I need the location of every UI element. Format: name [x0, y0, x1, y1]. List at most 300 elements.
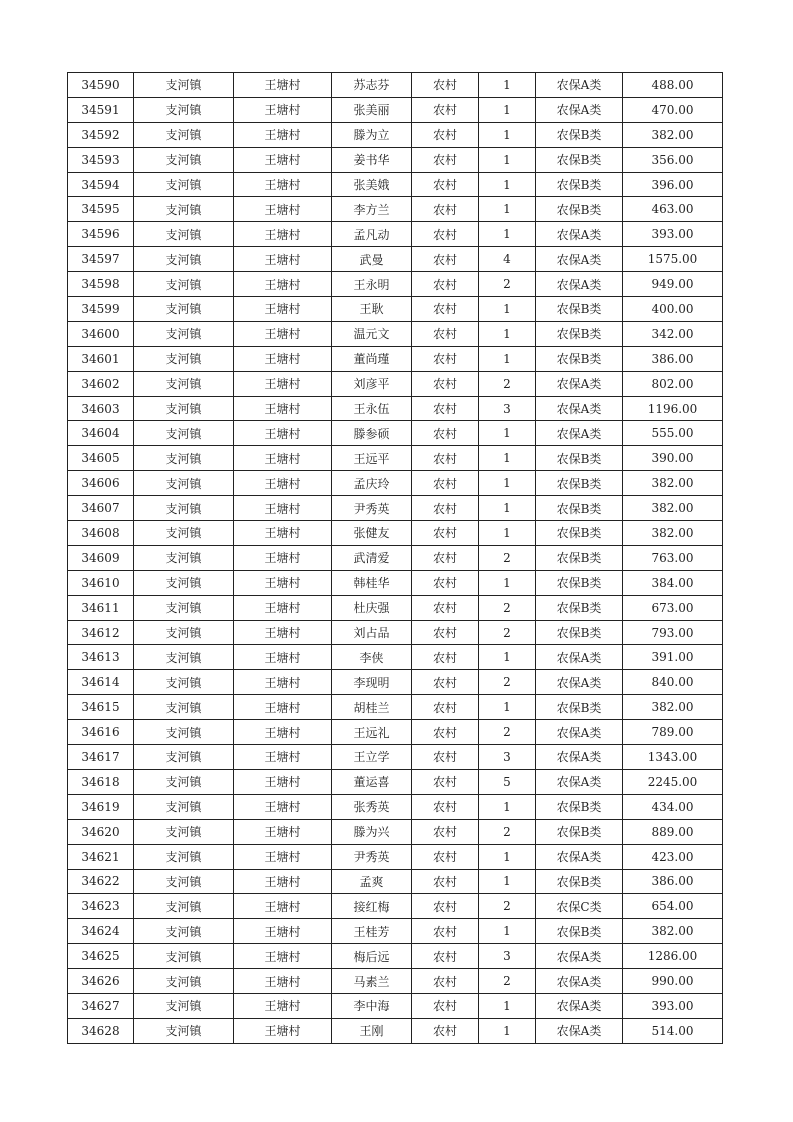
cell-household-size: 1 — [479, 570, 536, 595]
cell-village: 王塘村 — [234, 421, 332, 446]
cell-name: 马素兰 — [332, 969, 412, 994]
cell-name: 武曼 — [332, 247, 412, 272]
cell-amount: 763.00 — [623, 545, 723, 570]
cell-name: 董运喜 — [332, 769, 412, 794]
cell-serial-number: 34609 — [68, 545, 134, 570]
cell-name: 姜书华 — [332, 147, 412, 172]
cell-name: 武清爱 — [332, 545, 412, 570]
cell-area-type: 农村 — [412, 944, 479, 969]
cell-village: 王塘村 — [234, 1018, 332, 1043]
cell-household-size: 3 — [479, 944, 536, 969]
cell-amount: 889.00 — [623, 819, 723, 844]
cell-area-type: 农村 — [412, 620, 479, 645]
cell-area-type: 农村 — [412, 446, 479, 471]
table-body — [68, 73, 723, 1044]
cell-village: 王塘村 — [234, 794, 332, 819]
cell-village: 王塘村 — [234, 496, 332, 521]
table-row — [68, 819, 723, 844]
cell-household-size: 3 — [479, 396, 536, 421]
cell-serial-number: 34613 — [68, 645, 134, 670]
cell-amount: 470.00 — [623, 97, 723, 122]
cell-serial-number: 34626 — [68, 969, 134, 994]
table-row — [68, 570, 723, 595]
cell-town: 支河镇 — [134, 993, 234, 1018]
cell-village: 王塘村 — [234, 944, 332, 969]
cell-name: 李方兰 — [332, 197, 412, 222]
cell-town: 支河镇 — [134, 396, 234, 421]
cell-name: 李侠 — [332, 645, 412, 670]
cell-town: 支河镇 — [134, 944, 234, 969]
subsidy-table — [67, 72, 723, 1044]
cell-town: 支河镇 — [134, 1018, 234, 1043]
cell-name: 张美丽 — [332, 97, 412, 122]
cell-household-size: 1 — [479, 73, 536, 98]
cell-town: 支河镇 — [134, 321, 234, 346]
table-row — [68, 595, 723, 620]
cell-town: 支河镇 — [134, 446, 234, 471]
cell-amount: 382.00 — [623, 695, 723, 720]
table-row — [68, 421, 723, 446]
table-row — [68, 993, 723, 1018]
cell-area-type: 农村 — [412, 321, 479, 346]
cell-name: 孟凡动 — [332, 222, 412, 247]
table-row — [68, 695, 723, 720]
cell-amount: 514.00 — [623, 1018, 723, 1043]
cell-amount: 382.00 — [623, 496, 723, 521]
table-row — [68, 396, 723, 421]
cell-serial-number: 34608 — [68, 521, 134, 546]
cell-insurance-category: 农保B类 — [536, 446, 623, 471]
cell-insurance-category: 农保B类 — [536, 545, 623, 570]
table-row — [68, 321, 723, 346]
cell-amount: 990.00 — [623, 969, 723, 994]
cell-name: 杜庆强 — [332, 595, 412, 620]
cell-area-type: 农村 — [412, 794, 479, 819]
cell-town: 支河镇 — [134, 222, 234, 247]
cell-town: 支河镇 — [134, 745, 234, 770]
cell-area-type: 农村 — [412, 1018, 479, 1043]
cell-household-size: 1 — [479, 844, 536, 869]
cell-town: 支河镇 — [134, 297, 234, 322]
cell-village: 王塘村 — [234, 396, 332, 421]
cell-household-size: 1 — [479, 421, 536, 446]
cell-village: 王塘村 — [234, 993, 332, 1018]
cell-household-size: 1 — [479, 321, 536, 346]
cell-insurance-category: 农保B类 — [536, 197, 623, 222]
cell-household-size: 1 — [479, 919, 536, 944]
cell-village: 王塘村 — [234, 695, 332, 720]
cell-serial-number: 34622 — [68, 869, 134, 894]
cell-name: 李现明 — [332, 670, 412, 695]
cell-name: 韩桂华 — [332, 570, 412, 595]
table-row — [68, 844, 723, 869]
cell-serial-number: 34598 — [68, 272, 134, 297]
cell-amount: 793.00 — [623, 620, 723, 645]
cell-household-size: 1 — [479, 147, 536, 172]
cell-area-type: 农村 — [412, 720, 479, 745]
cell-town: 支河镇 — [134, 620, 234, 645]
cell-village: 王塘村 — [234, 297, 332, 322]
cell-insurance-category: 农保A类 — [536, 396, 623, 421]
cell-town: 支河镇 — [134, 272, 234, 297]
cell-household-size: 2 — [479, 670, 536, 695]
cell-name: 接红梅 — [332, 894, 412, 919]
cell-village: 王塘村 — [234, 620, 332, 645]
cell-name: 王永伍 — [332, 396, 412, 421]
table-row — [68, 745, 723, 770]
cell-name: 李中海 — [332, 993, 412, 1018]
table-row — [68, 969, 723, 994]
cell-insurance-category: 农保A类 — [536, 670, 623, 695]
cell-serial-number: 34603 — [68, 396, 134, 421]
table-row — [68, 645, 723, 670]
cell-name: 滕参硕 — [332, 421, 412, 446]
cell-area-type: 农村 — [412, 819, 479, 844]
cell-amount: 393.00 — [623, 222, 723, 247]
cell-serial-number: 34623 — [68, 894, 134, 919]
cell-village: 王塘村 — [234, 471, 332, 496]
cell-amount: 488.00 — [623, 73, 723, 98]
cell-village: 王塘村 — [234, 371, 332, 396]
cell-village: 王塘村 — [234, 969, 332, 994]
cell-village: 王塘村 — [234, 545, 332, 570]
cell-household-size: 1 — [479, 172, 536, 197]
cell-household-size: 3 — [479, 745, 536, 770]
table-row — [68, 147, 723, 172]
cell-amount: 1343.00 — [623, 745, 723, 770]
cell-village: 王塘村 — [234, 147, 332, 172]
cell-insurance-category: 农保A类 — [536, 97, 623, 122]
table-row — [68, 944, 723, 969]
cell-household-size: 2 — [479, 545, 536, 570]
cell-household-size: 1 — [479, 471, 536, 496]
cell-area-type: 农村 — [412, 297, 479, 322]
cell-insurance-category: 农保A类 — [536, 769, 623, 794]
cell-serial-number: 34627 — [68, 993, 134, 1018]
table-row — [68, 1018, 723, 1043]
cell-household-size: 1 — [479, 695, 536, 720]
cell-name: 王永明 — [332, 272, 412, 297]
cell-insurance-category: 农保B类 — [536, 496, 623, 521]
cell-serial-number: 34599 — [68, 297, 134, 322]
cell-village: 王塘村 — [234, 720, 332, 745]
cell-town: 支河镇 — [134, 869, 234, 894]
cell-insurance-category: 农保A类 — [536, 745, 623, 770]
cell-town: 支河镇 — [134, 794, 234, 819]
cell-area-type: 农村 — [412, 769, 479, 794]
cell-area-type: 农村 — [412, 247, 479, 272]
cell-town: 支河镇 — [134, 73, 234, 98]
cell-serial-number: 34620 — [68, 819, 134, 844]
cell-serial-number: 34612 — [68, 620, 134, 645]
cell-area-type: 农村 — [412, 695, 479, 720]
cell-household-size: 1 — [479, 496, 536, 521]
cell-town: 支河镇 — [134, 720, 234, 745]
cell-village: 王塘村 — [234, 97, 332, 122]
cell-town: 支河镇 — [134, 545, 234, 570]
cell-town: 支河镇 — [134, 695, 234, 720]
table-row — [68, 769, 723, 794]
cell-area-type: 农村 — [412, 670, 479, 695]
cell-village: 王塘村 — [234, 446, 332, 471]
cell-amount: 463.00 — [623, 197, 723, 222]
cell-village: 王塘村 — [234, 272, 332, 297]
cell-serial-number: 34594 — [68, 172, 134, 197]
table-row — [68, 371, 723, 396]
table-row — [68, 122, 723, 147]
cell-insurance-category: 农保B类 — [536, 172, 623, 197]
table-row — [68, 446, 723, 471]
cell-household-size: 2 — [479, 819, 536, 844]
cell-village: 王塘村 — [234, 172, 332, 197]
cell-town: 支河镇 — [134, 147, 234, 172]
cell-serial-number: 34600 — [68, 321, 134, 346]
cell-household-size: 1 — [479, 521, 536, 546]
cell-insurance-category: 农保B类 — [536, 122, 623, 147]
table-row — [68, 73, 723, 98]
cell-town: 支河镇 — [134, 421, 234, 446]
cell-household-size: 1 — [479, 1018, 536, 1043]
table-row — [68, 247, 723, 272]
cell-village: 王塘村 — [234, 122, 332, 147]
cell-area-type: 农村 — [412, 993, 479, 1018]
cell-insurance-category: 农保A类 — [536, 1018, 623, 1043]
cell-insurance-category: 农保B类 — [536, 869, 623, 894]
cell-name: 温元文 — [332, 321, 412, 346]
cell-household-size: 1 — [479, 645, 536, 670]
cell-amount: 382.00 — [623, 919, 723, 944]
cell-village: 王塘村 — [234, 919, 332, 944]
cell-insurance-category: 农保A类 — [536, 421, 623, 446]
cell-amount: 1196.00 — [623, 396, 723, 421]
cell-town: 支河镇 — [134, 769, 234, 794]
cell-area-type: 农村 — [412, 396, 479, 421]
cell-town: 支河镇 — [134, 122, 234, 147]
cell-amount: 555.00 — [623, 421, 723, 446]
cell-amount: 384.00 — [623, 570, 723, 595]
cell-serial-number: 34618 — [68, 769, 134, 794]
cell-area-type: 农村 — [412, 122, 479, 147]
cell-village: 王塘村 — [234, 570, 332, 595]
cell-amount: 356.00 — [623, 147, 723, 172]
cell-area-type: 农村 — [412, 97, 479, 122]
cell-name: 张秀英 — [332, 794, 412, 819]
cell-area-type: 农村 — [412, 521, 479, 546]
cell-name: 王立学 — [332, 745, 412, 770]
table-row — [68, 919, 723, 944]
cell-area-type: 农村 — [412, 969, 479, 994]
cell-household-size: 2 — [479, 894, 536, 919]
cell-insurance-category: 农保A类 — [536, 73, 623, 98]
table-row — [68, 197, 723, 222]
cell-household-size: 1 — [479, 197, 536, 222]
cell-village: 王塘村 — [234, 222, 332, 247]
cell-household-size: 4 — [479, 247, 536, 272]
cell-village: 王塘村 — [234, 321, 332, 346]
table-row — [68, 670, 723, 695]
cell-amount: 393.00 — [623, 993, 723, 1018]
cell-area-type: 农村 — [412, 172, 479, 197]
table-row — [68, 222, 723, 247]
cell-town: 支河镇 — [134, 97, 234, 122]
cell-name: 刘彦平 — [332, 371, 412, 396]
cell-insurance-category: 农保A类 — [536, 944, 623, 969]
cell-name: 刘占品 — [332, 620, 412, 645]
cell-town: 支河镇 — [134, 346, 234, 371]
cell-village: 王塘村 — [234, 247, 332, 272]
cell-serial-number: 34595 — [68, 197, 134, 222]
cell-insurance-category: 农保B类 — [536, 321, 623, 346]
cell-amount: 1575.00 — [623, 247, 723, 272]
cell-town: 支河镇 — [134, 570, 234, 595]
cell-insurance-category: 农保A类 — [536, 645, 623, 670]
cell-village: 王塘村 — [234, 73, 332, 98]
cell-area-type: 农村 — [412, 919, 479, 944]
cell-insurance-category: 农保C类 — [536, 894, 623, 919]
cell-amount: 391.00 — [623, 645, 723, 670]
cell-amount: 1286.00 — [623, 944, 723, 969]
cell-serial-number: 34604 — [68, 421, 134, 446]
cell-name: 尹秀英 — [332, 844, 412, 869]
cell-serial-number: 34615 — [68, 695, 134, 720]
cell-insurance-category: 农保B类 — [536, 620, 623, 645]
cell-insurance-category: 农保A类 — [536, 993, 623, 1018]
cell-insurance-category: 农保B类 — [536, 297, 623, 322]
cell-household-size: 2 — [479, 371, 536, 396]
cell-serial-number: 34601 — [68, 346, 134, 371]
cell-area-type: 农村 — [412, 496, 479, 521]
cell-serial-number: 34616 — [68, 720, 134, 745]
cell-name: 滕为兴 — [332, 819, 412, 844]
cell-amount: 342.00 — [623, 321, 723, 346]
cell-name: 苏志芬 — [332, 73, 412, 98]
cell-household-size: 1 — [479, 297, 536, 322]
cell-village: 王塘村 — [234, 521, 332, 546]
cell-amount: 400.00 — [623, 297, 723, 322]
cell-area-type: 农村 — [412, 645, 479, 670]
cell-amount: 396.00 — [623, 172, 723, 197]
cell-serial-number: 34607 — [68, 496, 134, 521]
cell-household-size: 1 — [479, 869, 536, 894]
cell-village: 王塘村 — [234, 346, 332, 371]
cell-area-type: 农村 — [412, 346, 479, 371]
cell-amount: 840.00 — [623, 670, 723, 695]
cell-insurance-category: 农保B类 — [536, 819, 623, 844]
cell-serial-number: 34619 — [68, 794, 134, 819]
cell-amount: 802.00 — [623, 371, 723, 396]
cell-name: 梅后远 — [332, 944, 412, 969]
cell-name: 孟庆玲 — [332, 471, 412, 496]
cell-serial-number: 34602 — [68, 371, 134, 396]
cell-insurance-category: 农保A类 — [536, 272, 623, 297]
cell-household-size: 1 — [479, 122, 536, 147]
cell-amount: 382.00 — [623, 122, 723, 147]
table-row — [68, 272, 723, 297]
cell-amount: 382.00 — [623, 521, 723, 546]
cell-town: 支河镇 — [134, 521, 234, 546]
cell-insurance-category: 农保A类 — [536, 969, 623, 994]
cell-amount: 434.00 — [623, 794, 723, 819]
cell-name: 尹秀英 — [332, 496, 412, 521]
cell-area-type: 农村 — [412, 371, 479, 396]
cell-household-size: 2 — [479, 595, 536, 620]
cell-town: 支河镇 — [134, 670, 234, 695]
cell-town: 支河镇 — [134, 919, 234, 944]
cell-village: 王塘村 — [234, 869, 332, 894]
cell-village: 王塘村 — [234, 819, 332, 844]
cell-serial-number: 34605 — [68, 446, 134, 471]
cell-amount: 789.00 — [623, 720, 723, 745]
cell-area-type: 农村 — [412, 197, 479, 222]
cell-amount: 386.00 — [623, 346, 723, 371]
cell-serial-number: 34590 — [68, 73, 134, 98]
cell-amount: 2245.00 — [623, 769, 723, 794]
cell-area-type: 农村 — [412, 745, 479, 770]
table-row — [68, 620, 723, 645]
table-row — [68, 97, 723, 122]
cell-town: 支河镇 — [134, 969, 234, 994]
cell-town: 支河镇 — [134, 645, 234, 670]
cell-name: 胡桂兰 — [332, 695, 412, 720]
cell-area-type: 农村 — [412, 272, 479, 297]
table-row — [68, 172, 723, 197]
cell-insurance-category: 农保B类 — [536, 794, 623, 819]
table-row — [68, 496, 723, 521]
table-row — [68, 471, 723, 496]
cell-amount: 949.00 — [623, 272, 723, 297]
cell-serial-number: 34597 — [68, 247, 134, 272]
cell-area-type: 农村 — [412, 844, 479, 869]
cell-household-size: 1 — [479, 446, 536, 471]
cell-serial-number: 34621 — [68, 844, 134, 869]
cell-name: 王远礼 — [332, 720, 412, 745]
cell-area-type: 农村 — [412, 421, 479, 446]
cell-name: 滕为立 — [332, 122, 412, 147]
cell-name: 王刚 — [332, 1018, 412, 1043]
cell-insurance-category: 农保A类 — [536, 844, 623, 869]
table-row — [68, 521, 723, 546]
table-row — [68, 346, 723, 371]
cell-insurance-category: 农保A类 — [536, 371, 623, 396]
cell-area-type: 农村 — [412, 545, 479, 570]
table-row — [68, 869, 723, 894]
cell-household-size: 1 — [479, 794, 536, 819]
cell-amount: 390.00 — [623, 446, 723, 471]
cell-household-size: 5 — [479, 769, 536, 794]
cell-insurance-category: 农保B类 — [536, 595, 623, 620]
cell-town: 支河镇 — [134, 172, 234, 197]
cell-household-size: 1 — [479, 222, 536, 247]
cell-insurance-category: 农保B类 — [536, 147, 623, 172]
cell-amount: 673.00 — [623, 595, 723, 620]
cell-name: 张健友 — [332, 521, 412, 546]
cell-serial-number: 34625 — [68, 944, 134, 969]
cell-insurance-category: 农保A类 — [536, 222, 623, 247]
table-row — [68, 894, 723, 919]
cell-name: 王耿 — [332, 297, 412, 322]
cell-serial-number: 34591 — [68, 97, 134, 122]
cell-area-type: 农村 — [412, 222, 479, 247]
cell-area-type: 农村 — [412, 147, 479, 172]
cell-village: 王塘村 — [234, 197, 332, 222]
cell-name: 王远平 — [332, 446, 412, 471]
cell-insurance-category: 农保B类 — [536, 570, 623, 595]
cell-village: 王塘村 — [234, 745, 332, 770]
cell-area-type: 农村 — [412, 869, 479, 894]
cell-serial-number: 34617 — [68, 745, 134, 770]
cell-insurance-category: 农保A类 — [536, 247, 623, 272]
cell-area-type: 农村 — [412, 595, 479, 620]
